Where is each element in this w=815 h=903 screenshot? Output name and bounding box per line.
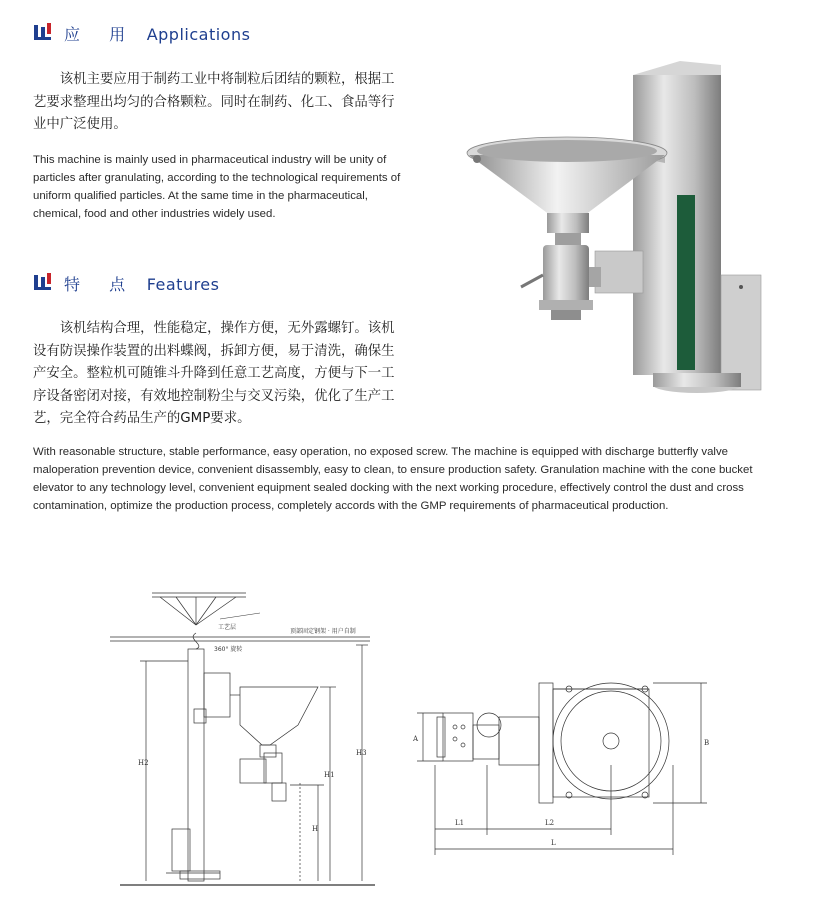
- applications-text-en: This machine is mainly used in pharmaceutical industry will be unity of particles after granulating, according to the technological requirements of uniform qualified particles. At the same time in the pharmaceutical, chemical, food and other industries widely used.: [33, 154, 401, 220]
- features-text-cn: 该机结构合理，性能稳定，操作方便，无外露螺钉。该机设有防误操作装置的出料蝶阀，拆卸方便，易于清洗，确保生产安全。整粒机可随锥斗升降到任意工艺高度，方便与下一工序设备密闭对接，有效地控制粉尘与交叉污染，优化了生产工艺，完全符合药品生产的GMP要求。: [33, 321, 395, 426]
- applications-text-cn: 该机主要应用于制药工业中将制粒后团结的颗粒，根据工艺要求整理出均匀的合格颗粒。同时在制药、化工、食品等行业中广泛使用。: [33, 72, 395, 132]
- applications-heading-cn: 应 用: [64, 25, 138, 44]
- bracket-note-label: 顶部固定钢架 · 用户自制: [290, 628, 356, 635]
- plan-view-drawing: [405, 665, 735, 860]
- applications-heading-en: Applications: [146, 25, 251, 44]
- features-text-en: With reasonable structure, stable performance, easy operation, no exposed screw. The machine is equipped with discharge butterfly valve maloperation prevention device, convenient disassembly, easy to clean, to ensure production safety. Granulation machine with the cone bucket elevator to any technology level, convenient equipment sealed docking with the next working procedure, effectively control the dust and cross contamination, optimize the production process, completely accords with the GMP requirements of pharmaceutical production.: [33, 446, 753, 512]
- rotation-label: 360° 旋转: [214, 646, 243, 653]
- dim-l: L: [551, 839, 556, 847]
- features-heading-en: Features: [146, 275, 220, 294]
- dim-a: A: [413, 735, 419, 743]
- features-heading: [64, 272, 219, 295]
- side-elevation-drawing: [100, 585, 390, 890]
- product-photo: [455, 55, 770, 405]
- brand-logo-icon: [33, 22, 55, 42]
- dim-h: H: [312, 825, 319, 833]
- floor-leader-line: [220, 613, 260, 619]
- applications-heading: [64, 22, 250, 45]
- dim-h1: H1: [324, 771, 335, 779]
- dim-l1: L1: [455, 819, 465, 827]
- brand-logo-icon: [33, 272, 55, 292]
- dim-l2: L2: [545, 819, 555, 827]
- dim-h2: H2: [138, 759, 149, 767]
- dim-b: B: [704, 739, 710, 747]
- features-heading-cn: 特 点: [64, 275, 138, 294]
- dim-h3: H3: [356, 749, 367, 757]
- process-floor-label: 工艺层: [218, 624, 237, 631]
